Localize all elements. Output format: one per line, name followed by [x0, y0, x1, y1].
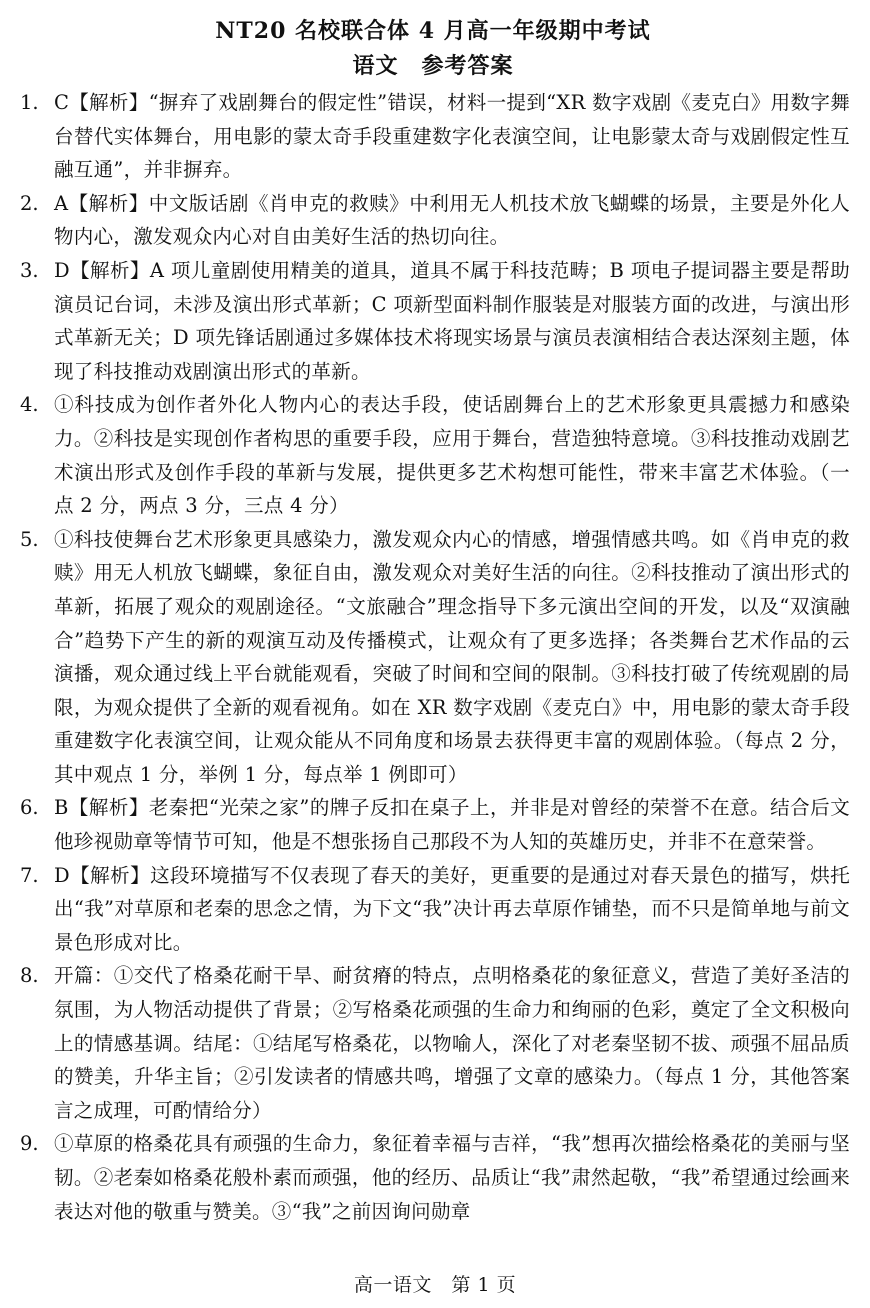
page-footer: 高一语文 第 1 页 — [353, 1274, 517, 1296]
answer-item-2 — [16, 187, 850, 254]
answer-text: ①科技使舞台艺术形象更具感染力，激发观众内心的情感，增强情感共鸣。如《肖申克的救赎》用无人机放飞蝴蝶，象征自由，激发观众对美好生活的向往。②科技推动了演出形式的革新，拓展了观众的观剧途径。“文旅融合”理念指导下多元演出空间的开发，以及“双演融合”趋势下产生的新的观演互动及传播模式，让观众有了更多选择；各类舞台艺术作品的云演播，观众通过线上平台就能观看，突破了时间和空间的限制。③科技打破了传统观剧的局限，为观众提供了全新的观看视角。如在 XR 数字戏剧《麦克白》中，用电影的蒙太奇手段重建数字化表演空间，让观众能从不同角度和场景去获得更丰富的观剧体验。（每点 2 分，其中观点 1 分，举例 1 分，每点举 1 例即可） — [54, 527, 850, 786]
answer-text: C【解析】“摒弃了戏剧舞台的假定性”错误，材料一提到“XR 数字戏剧《麦克白》用数字舞台替代实体舞台，用电影的蒙太奇手段重建数字化表演空间，让电影蒙太奇与戏剧假定性互融互通”，并非摒弃。 — [54, 91, 850, 182]
answer-number: 5. — [20, 527, 39, 551]
answer-text: ①科技成为创作者外化人物内心的表达手段，使话剧舞台上的艺术形象更具震撼力和感染力。②科技是实现创作者构思的重要手段，应用于舞台，营造独特意境。③科技推动戏剧艺术演出形式及创作手段的革新与发展，提供更多艺术构想可能性，带来丰富艺术体验。（一点 2 分，两点 3 分，三点 4 分） — [54, 393, 850, 518]
answer-item-7 — [16, 859, 850, 960]
answer-text: D【解析】这段环境描写不仅表现了春天的美好，更重要的是通过对春天景色的描写，烘托出“我”对草原和老秦的思念之情，为下文“我”决计再去草原作铺垫，而不只是简单地与前文景色形成对比。 — [54, 863, 850, 954]
answer-number: 1. — [20, 91, 39, 114]
answer-number: 2. — [20, 191, 39, 215]
answer-number: 6. — [20, 796, 39, 820]
exam-subtitle: 语文 参考答案 — [352, 53, 514, 79]
answer-text: D【解析】A 项儿童剧使用精美的道具，道具不属于科技范畴；B 项电子提词器主要是帮助演员记台词，未涉及演出形式革新；C 项新型面料制作服装是对服装方面的改进，与演出形式革新无关；D 项先锋话剧通过多媒体技术将现实场景与演员表演相结合表达深刻主题，体现了科技推动戏剧演出形式的革新。 — [54, 258, 850, 383]
answer-item-9 — [16, 1127, 850, 1228]
answer-number: 7. — [20, 863, 39, 887]
answer-item-5 — [16, 523, 850, 792]
answer-text: A【解析】中文版话剧《肖申克的救赎》中利用无人机技术放飞蝴蝶的场景，主要是外化人物内心，激发观众内心对自由美好生活的热切向往。 — [54, 191, 850, 249]
answer-number: 9. — [20, 1132, 39, 1156]
answer-item-6 — [16, 791, 850, 858]
answer-number: 8. — [20, 964, 39, 988]
answer-item-1 — [16, 86, 850, 187]
answer-item-3 — [16, 254, 850, 388]
answer-list — [16, 86, 850, 1228]
answer-text: ①草原的格桑花具有顽强的生命力，象征着幸福与吉祥，“我”想再次描绘格桑花的美丽与坚韧。②老秦如格桑花般朴素而顽强，他的经历、品质让“我”肃然起敬，“我”希望通过绘画来表达对他的敬重与赞美。③“我”之前因询问勋章 — [54, 1132, 850, 1223]
answer-text: B【解析】老秦把“光荣之家”的牌子反扣在桌子上，并非是对曾经的荣誉不在意。结合后文他珍视勋章等情节可知，他是不想张扬自己那段不为人知的英雄历史，并非不在意荣誉。 — [54, 796, 850, 854]
answer-item-8 — [16, 959, 850, 1127]
answer-text: 开篇：①交代了格桑花耐干旱、耐贫瘠的特点，点明格桑花的象征意义，营造了美好圣洁的氛围，为人物活动提供了背景；②写格桑花顽强的生命力和绚丽的色彩，奠定了全文积极向上的情感基调。结尾：①结尾写格桑花，以物喻人，深化了对老秦坚韧不拔、顽强不屈品质的赞美，升华主旨；②引发读者的情感共鸣，增强了文章的感染力。（每点 1 分，其他答案言之成理，可酌情给分） — [54, 964, 850, 1122]
answer-number: 4. — [20, 393, 39, 417]
exam-title: NT20 名校联合体 4 月高一年级期中考试 — [215, 18, 651, 44]
answer-number: 3. — [20, 258, 39, 282]
answer-item-4 — [16, 388, 850, 522]
